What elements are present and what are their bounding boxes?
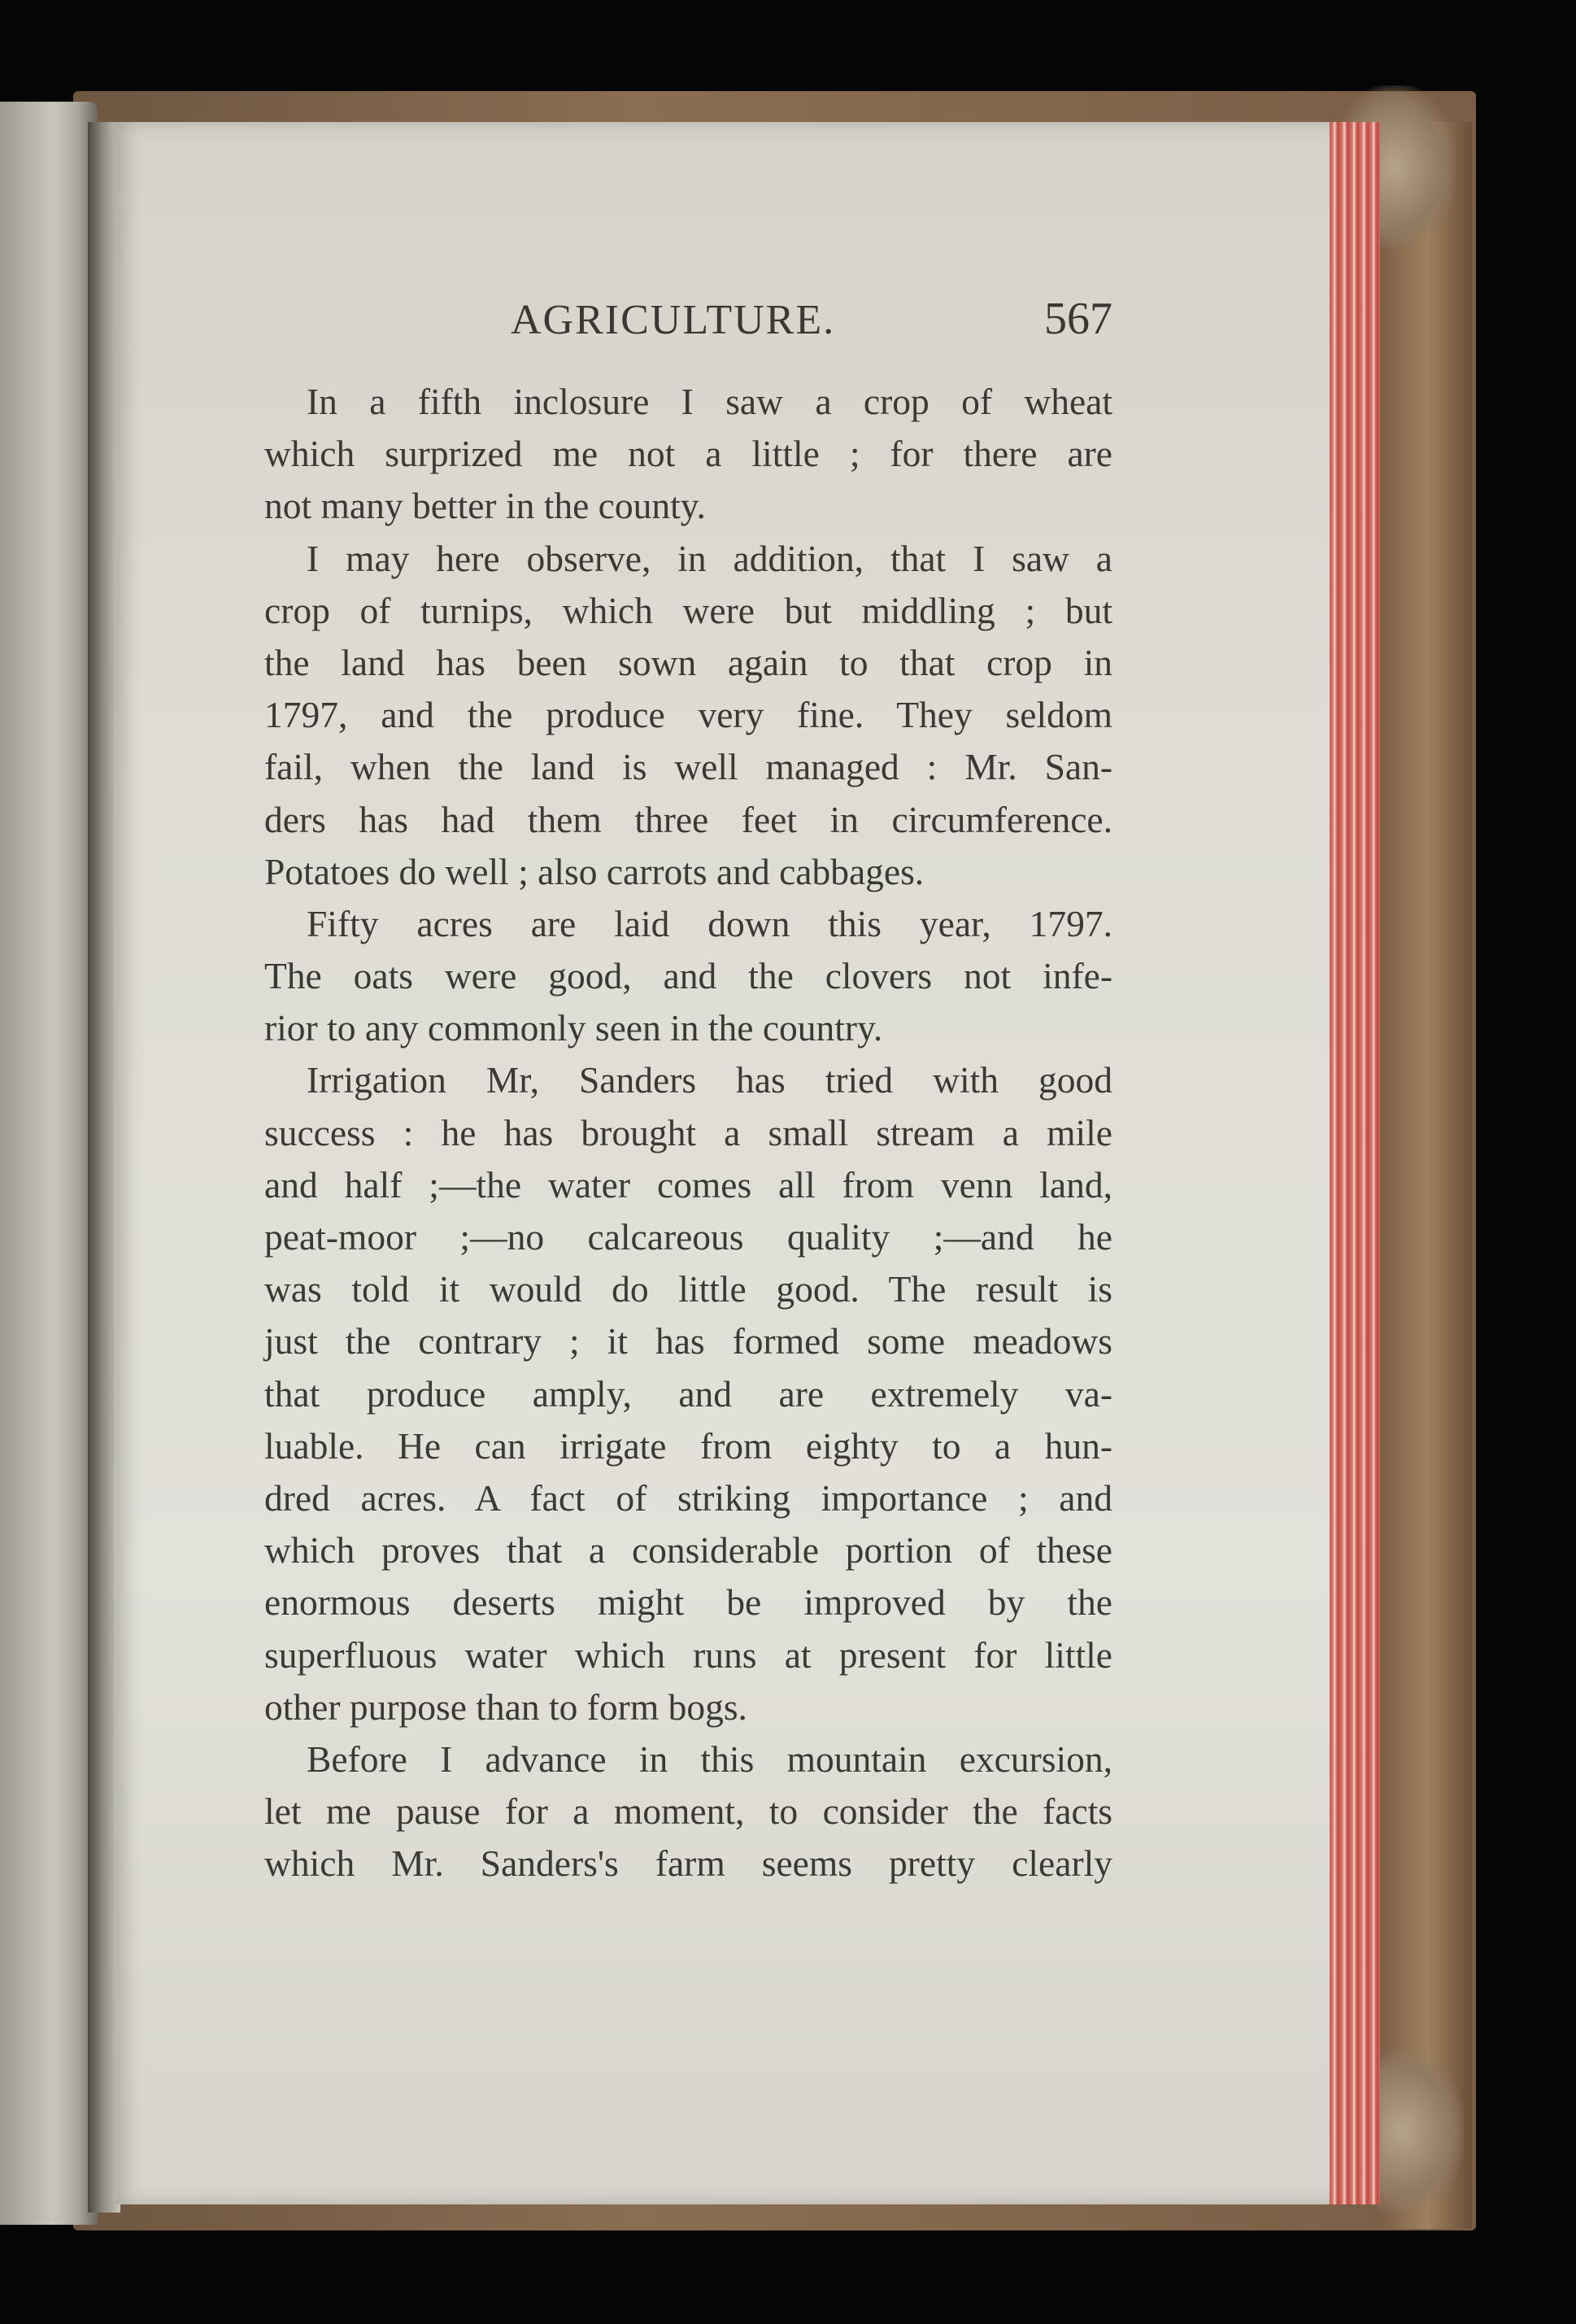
facing-page xyxy=(0,102,98,2225)
text-line: Fifty acres are laid down this year, 1797. xyxy=(307,902,1112,944)
text-line: Potatoes do well ; also carrots and cabbages. xyxy=(264,850,925,892)
red-page-edges xyxy=(1330,122,1380,2204)
text-line: was told it would do little good. The result is xyxy=(264,1268,1112,1310)
text-line: peat-moor ;—no calcareous quality ;—and he xyxy=(264,1216,1112,1258)
text-line: In a fifth inclosure I saw a crop of wheat xyxy=(307,381,1112,422)
text-line: that produce amply, and are extremely va- xyxy=(264,1372,1112,1415)
text-line: ders has had them three feet in circumference. xyxy=(264,798,1112,840)
text-line: Irrigation Mr, Sanders has tried with good xyxy=(307,1059,1112,1101)
text-line: other purpose than to form bogs. xyxy=(264,1685,747,1728)
text-line: The oats were good, and the clovers not infe- xyxy=(264,955,1112,997)
text-line: 1797, and the produce very fine. They seldom xyxy=(264,694,1112,736)
text-line: fail, when the land is well managed : Mr. San- xyxy=(264,746,1112,788)
page-number: 567 xyxy=(1044,294,1112,344)
text-line: which surprized me not a little ; for there are xyxy=(264,433,1112,475)
text-line: enormous deserts might be improved by the xyxy=(264,1581,1112,1624)
text-line: crop of turnips, which were but middling ; but xyxy=(264,589,1112,631)
text-line: Before I advance in this mountain excursion, xyxy=(307,1738,1112,1780)
text-line: which proves that a considerable portion of these xyxy=(264,1529,1112,1572)
running-head: AGRICULTURE. xyxy=(511,297,836,343)
text-line: luable. He can irrigate from eighty to a hun- xyxy=(264,1424,1112,1467)
page-header xyxy=(511,293,1112,350)
text-line: which Mr. Sanders's farm seems pretty clearly xyxy=(264,1842,1112,1885)
text-line: dred acres. A fact of striking importance ; and xyxy=(264,1476,1112,1519)
text-line: just the contrary ; it has formed some meadows xyxy=(264,1320,1112,1363)
text-line: the land has been sown again to that crop in xyxy=(264,641,1112,683)
text-line: rior to any commonly seen in the country. xyxy=(264,1007,883,1049)
text-line: not many better in the county. xyxy=(264,485,706,527)
text-line: superfluous water which runs at present for little xyxy=(264,1633,1112,1676)
text-line: success : he has brought a small stream a mile xyxy=(264,1111,1112,1153)
body-text xyxy=(264,376,1112,1890)
text-line: let me pause for a moment, to consider the facts xyxy=(264,1790,1112,1833)
text-line: and half ;—the water comes all from venn land, xyxy=(264,1163,1112,1206)
text-line: I may here observe, in addition, that I saw a xyxy=(307,537,1112,579)
cover-edge xyxy=(1382,122,1472,2229)
